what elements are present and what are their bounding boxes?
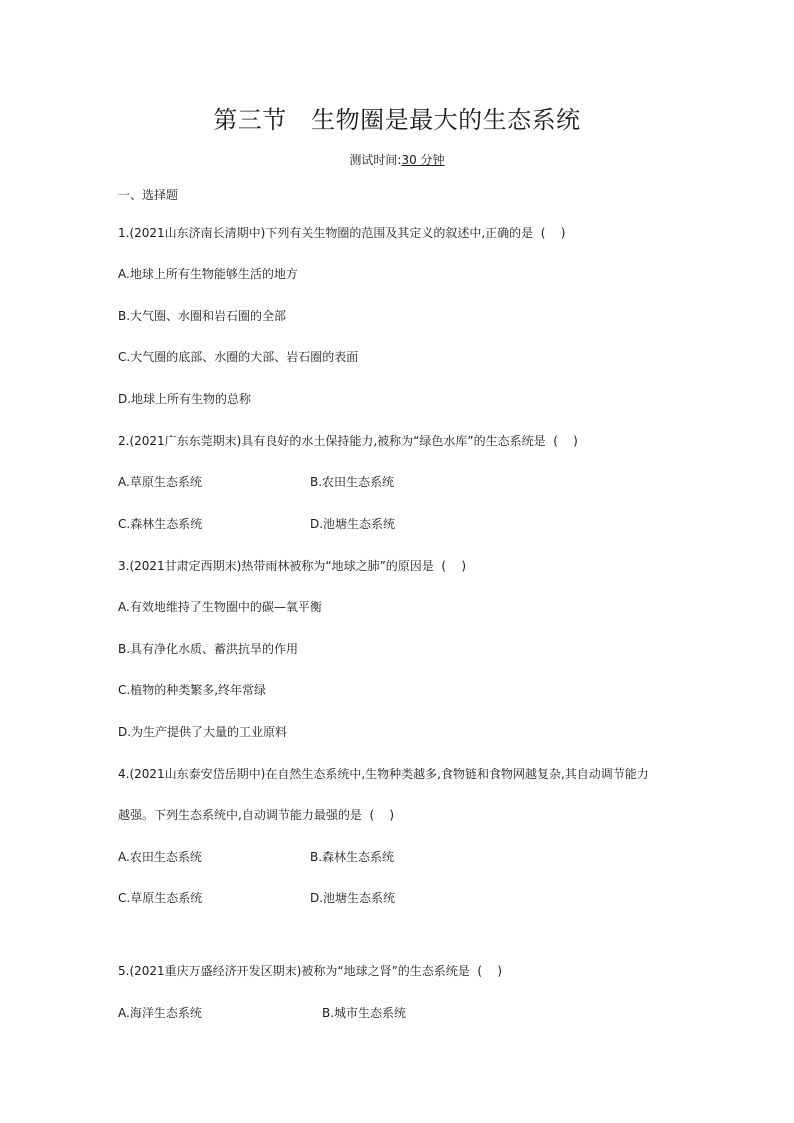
question-5-stem: 5.(2021重庆万盛经济开发区期末)被称为“地球之肾”的生态系统是 ( )	[118, 964, 503, 978]
question-3-stem: 3.(2021甘肃定西期末)热带雨林被称为“地球之肺”的原因是 ( )	[118, 559, 467, 573]
question-1-stem: 1.(2021山东济南长清期中)下列有关生物圈的范围及其定义的叙述中,正确的是 ( )	[118, 226, 566, 240]
section-heading: 一、选择题	[118, 188, 179, 202]
question-4-option-d: D.池塘生态系统	[310, 891, 396, 905]
test-time-value: 30 分钟	[401, 153, 445, 167]
question-3-option-b: B.具有净化水质、蓄洪抗旱的作用	[118, 642, 299, 656]
question-1-option-b: B.大气圈、水圈和岩石圈的全部	[118, 309, 287, 323]
question-2-stem: 2.(2021广东东莞期末)具有良好的水土保持能力,被称为“绿色水库”的生态系统是 ( )	[118, 434, 578, 448]
question-5-option-b: B.城市生态系统	[322, 1006, 407, 1020]
question-2-option-c: C.森林生态系统	[118, 517, 203, 531]
question-4-stem-line2: 越强。下列生态系统中,自动调节能力最强的是 ( )	[118, 808, 395, 822]
question-2-option-d: D.池塘生态系统	[310, 517, 396, 531]
question-3-option-c: C.植物的种类繁多,终年常绿	[118, 683, 267, 697]
question-4-option-c: C.草原生态系统	[118, 891, 203, 905]
test-time	[0, 151, 794, 169]
question-4-stem-line1: 4.(2021山东泰安岱岳期中)在自然生态系统中,生物种类越多,食物链和食物网越复杂,其自动调节能力	[118, 767, 649, 781]
question-3-option-d: D.为生产提供了大量的工业原料	[118, 725, 288, 739]
question-2-option-b: B.农田生态系统	[310, 475, 395, 489]
question-5-option-a: A.海洋生态系统	[118, 1006, 202, 1020]
question-1-option-a: A.地球上所有生物能够生活的地方	[118, 267, 298, 281]
question-3-option-a: A.有效地维持了生物圈中的碳—氧平衡	[118, 600, 322, 614]
question-1-option-d: D.地球上所有生物的总称	[118, 392, 252, 406]
question-1-option-c: C.大气圈的底部、水圈的大部、岩石圈的表面	[118, 350, 359, 364]
question-4-option-a: A.农田生态系统	[118, 850, 202, 864]
question-2-option-a: A.草原生态系统	[118, 475, 202, 489]
page-title: 第三节 生物圈是最大的生态系统	[213, 106, 581, 134]
test-time-label: 测试时间:	[349, 153, 402, 167]
question-4-option-b: B.森林生态系统	[310, 850, 395, 864]
